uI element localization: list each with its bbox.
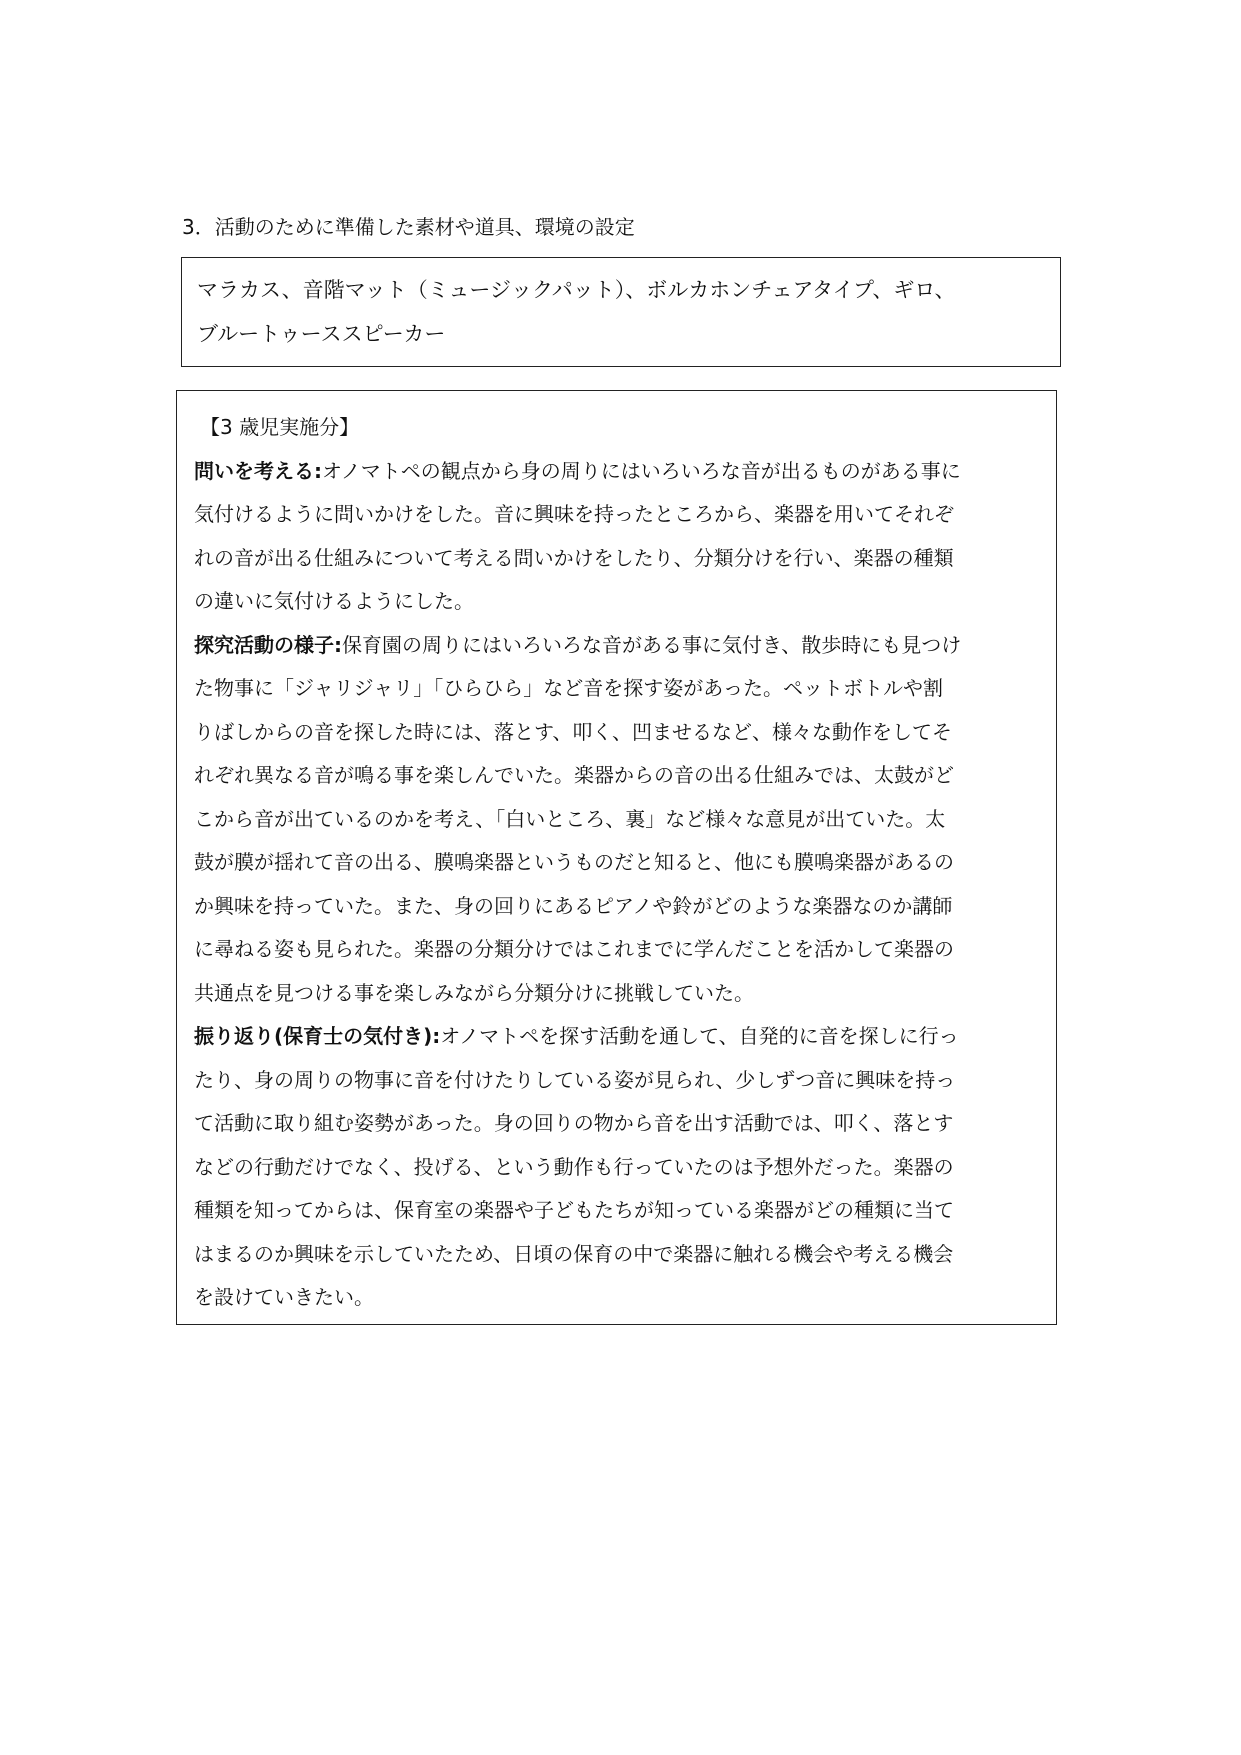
reflection-paragraph-line: たり、身の周りの物事に音を付けたりしている姿が見られ、少しずつ音に興味を持っ — [194, 1067, 956, 1092]
inquiry-text: 保育園の周りにはいろいろな音がある事に気付き、散歩時にも見つけ — [342, 632, 962, 657]
inquiry-paragraph-line: た物事に「ジャリジャリ」「ひらひら」など音を探す姿があった。ペットボトルや割 — [194, 676, 943, 700]
materials-line: ブルートゥーススピーカー — [197, 322, 446, 346]
age-group-label: 【3 歳児実施分】 — [200, 415, 360, 439]
inquiry-label: 探究活動の様子: — [194, 632, 342, 657]
inquiry-paragraph-line: 鼓が膜が揺れて音の出る、膜鳴楽器というものだと知ると、他にも膜鳴楽器があるの — [194, 850, 954, 874]
inquiry-paragraph-line: 共通点を見つける事を楽しみながら分類分けに挑戦していた。 — [194, 980, 754, 1005]
inquiry-paragraph-line: こから音が出ているのかを考え、「白いところ、裏」など様々な意見が出ていた。太 — [194, 806, 946, 831]
question-label: 問いを考える: — [194, 458, 322, 483]
question-text: オノマトペの観点から身の周りにはいろいろな音が出るものがある事に — [322, 458, 961, 483]
question-paragraph-line: れの音が出る仕組みについて考える問いかけをしたり、分類分けを行い、楽器の種類 — [194, 545, 954, 570]
inquiry-paragraph-line: りばしからの音を探した時には、落とす、叩く、凹ませるなど、様々な動作をしてそ — [194, 719, 952, 744]
section-3-heading: 3．活動のために準備した素材や道具、環境の設定 — [182, 215, 635, 239]
reflection-paragraph-line — [194, 1015, 1042, 1059]
activity-report-box — [176, 390, 1057, 1325]
inquiry-paragraph-line: か興味を持っていた。また、身の回りにあるピアノや鈴がどのような楽器なのか講師 — [194, 893, 953, 918]
inquiry-paragraph-line: に尋ねる姿も見られた。楽器の分類分けではこれまでに学んだことを活かして楽器の — [194, 937, 954, 961]
reflection-paragraph-line: を設けていきたい。 — [194, 1285, 374, 1309]
materials-line: マラカス、音階マット（ミュージックパット）、ボルカホンチェアタイプ、ギロ、 — [197, 278, 956, 302]
question-paragraph-line: の違いに気付けるようにした。 — [194, 589, 474, 613]
materials-box — [181, 257, 1061, 367]
question-paragraph-line — [194, 450, 1042, 494]
reflection-paragraph-line: などの行動だけでなく、投げる、という動作も行っていたのは予想外だった。楽器の — [194, 1154, 954, 1179]
reflection-label: 振り返り(保育士の気付き): — [194, 1024, 441, 1048]
reflection-paragraph-line: 種類を知ってからは、保育室の楽器や子どもたちが知っている楽器がどの種類に当て — [194, 1198, 954, 1222]
question-paragraph-line: 気付けるように問いかけをした。音に興味を持ったところから、楽器を用いてそれぞ — [194, 502, 954, 526]
inquiry-paragraph-line — [194, 624, 1042, 668]
reflection-text: オノマトペを探す活動を通して、自発的に音を探しに行っ — [440, 1024, 959, 1048]
reflection-paragraph-line: はまるのか興味を示していたため、日頃の保育の中で楽器に触れる機会や考える機会 — [194, 1241, 954, 1266]
inquiry-paragraph-line: れぞれ異なる音が鳴る事を楽しんでいた。楽器からの音の出る仕組みでは、太鼓がど — [194, 763, 954, 787]
reflection-paragraph-line: て活動に取り組む姿勢があった。身の回りの物から音を出す活動では、叩く、落とす — [194, 1111, 954, 1135]
